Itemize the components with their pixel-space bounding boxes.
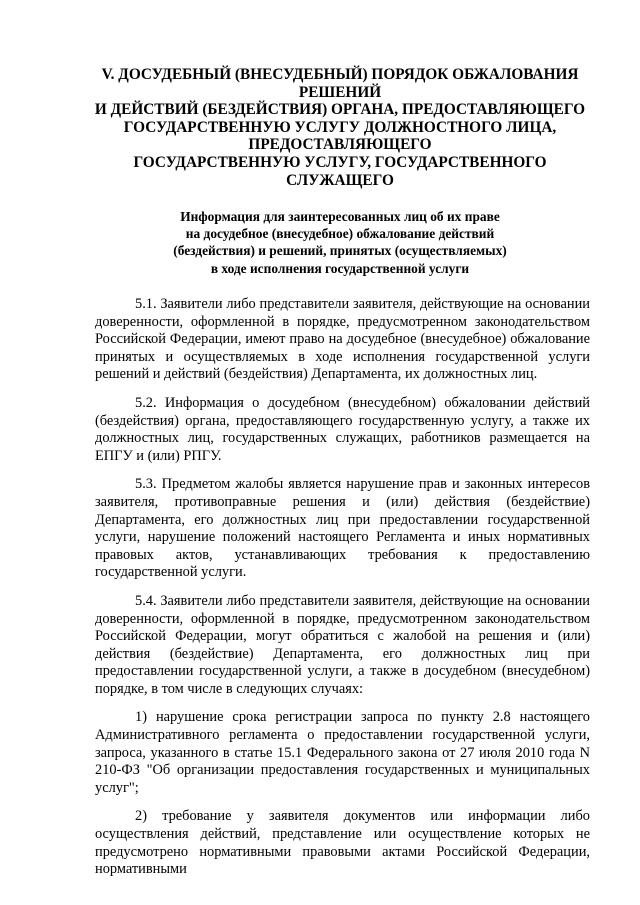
paragraph-5-3: 5.3. Предметом жалобы является нарушение прав и законных интересов заявителя, противоправные решения и (или) действия (бездействие) Департамента, его должностных лиц при предоставлении государственной услуги, нарушение положений настоящего Регламента и иных нормативных правовых актов, устанавливающих требования к предоставлению государственной услуги. <box>95 476 590 581</box>
section-heading-line: СЛУЖАЩЕГО <box>286 171 394 189</box>
document-body <box>95 296 590 879</box>
list-item-1: 1) нарушение срока регистрации запроса по пункту 2.8 настоящего Административного регламента о предоставлении государственной услуги, запроса, указанного в статье 15.1 Федерального закона от 27 июля 2010 года N 210-ФЗ "Об организации предоставления государственных и муниципальных услуг"; <box>95 709 590 796</box>
section-heading-line: И ДЕЙСТВИЙ (БЕЗДЕЙСТВИЯ) ОРГАНА, ПРЕДОСТАВЛЯЮЩЕГО <box>94 101 586 119</box>
section-heading <box>90 66 590 189</box>
paragraph-5-4: 5.4. Заявители либо представители заявителя, действующие на основании доверенности, оформленной в порядке, предусмотренном законодательством Российской Федерации, могут обратиться с жалобой на решения и (или) действия (бездействие) Департамента, его должностных лиц при предоставлении государственной услуги, а также в досудебном (внесудебном) порядке, в том числе в следующих случаях: <box>95 592 590 697</box>
subsection-heading-line: в ходе исполнения государственной услуги <box>210 260 470 276</box>
section-heading-line: РЕШЕНИЙ <box>298 83 382 101</box>
section-heading-line: ГОСУДАРСТВЕННУЮ УСЛУГУ, ГОСУДАРСТВЕННОГО <box>133 153 547 171</box>
section-heading-line: V. ДОСУДЕБНЫЙ (ВНЕСУДЕБНЫЙ) ПОРЯДОК ОБЖАЛОВАНИЯ <box>101 66 579 83</box>
paragraph-5-1: 5.1. Заявители либо представители заявителя, действующие на основании доверенности, оформленной в порядке, предусмотренном законодательством Российской Федерации, имеют право на досудебное (внесудебное) обжалование принятых и осуществляемых в ходе исполнения государственной услуги решений и действий (бездействия) Департамента, их должностных лиц. <box>95 296 590 383</box>
subsection-heading <box>100 208 580 277</box>
paragraph-5-2: 5.2. Информация о досудебном (внесудебном) обжаловании действий (бездействия) органа, предоставляющего государственную услугу, а также их должностных лиц, государственных служащих, работников размещается на ЕПГУ и (или) РПГУ. <box>95 394 590 464</box>
list-item-2: 2) требование у заявителя документов или информации либо осуществления действий, представление или осуществление которых не предусмотрено нормативными правовыми актами Российской Федерации, нормативными <box>95 808 590 878</box>
section-heading-line: ПРЕДОСТАВЛЯЮЩЕГО <box>248 136 432 154</box>
subsection-heading-line: Информация для заинтересованных лиц об их праве <box>180 209 500 224</box>
section-heading-line: ГОСУДАРСТВЕННУЮ УСЛУГУ ДОЛЖНОСТНОГО ЛИЦА, <box>123 118 557 136</box>
subsection-heading-line: (бездействия) и решений, принятых (осуществляемых) <box>173 243 507 259</box>
subsection-heading-line: на досудебное (внесудебное) обжалование действий <box>185 226 495 242</box>
